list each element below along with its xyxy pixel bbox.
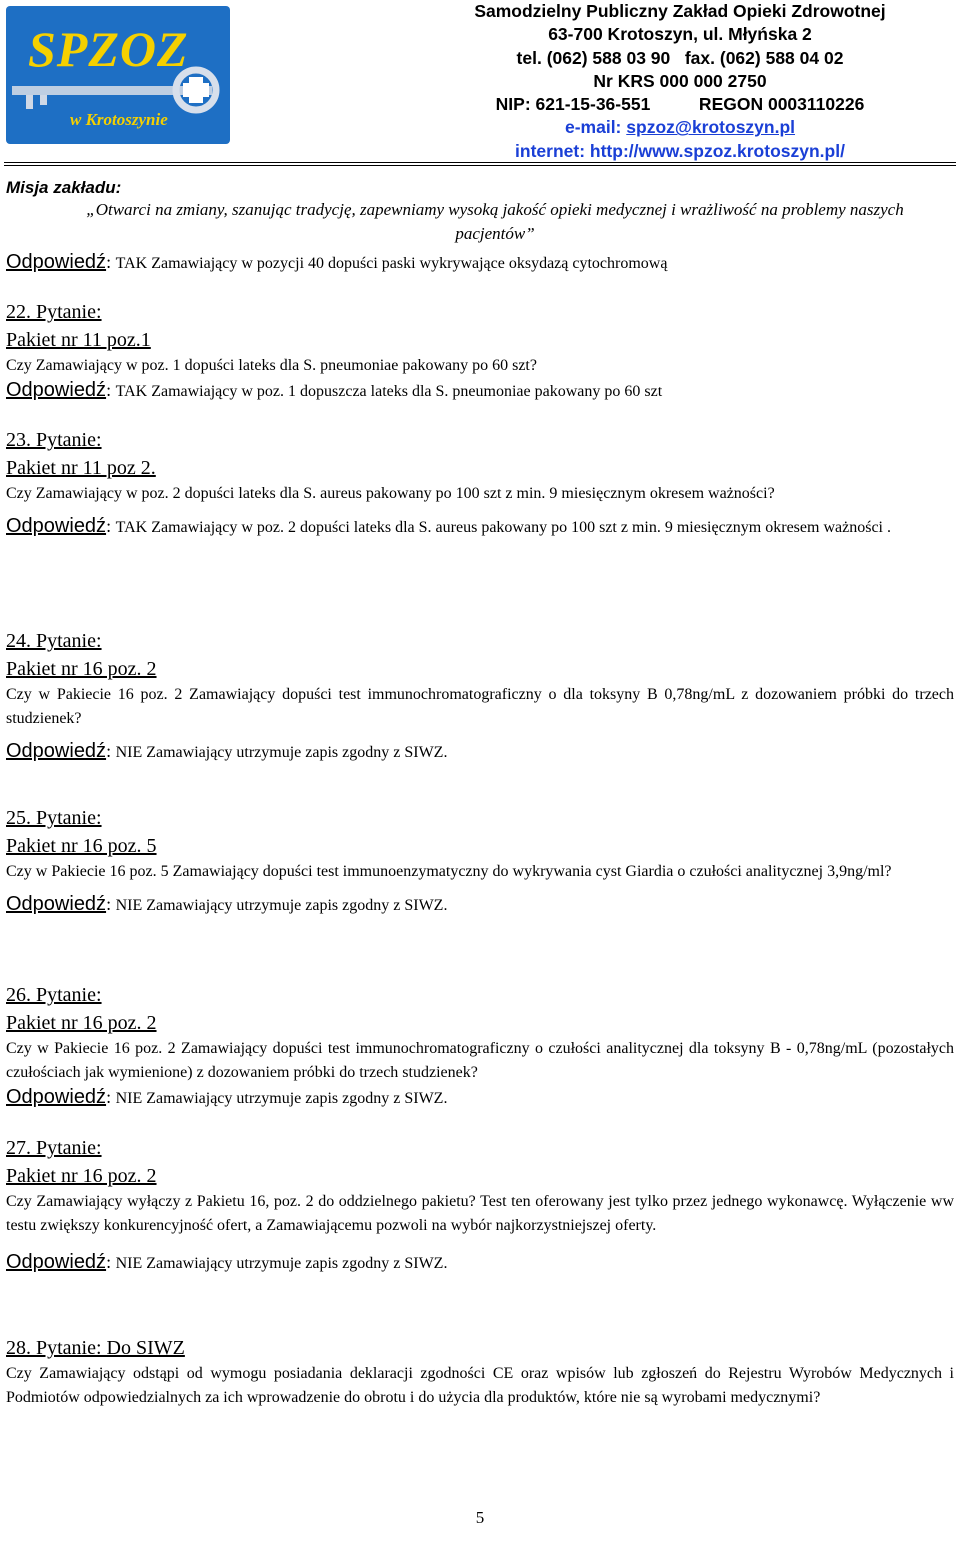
address-line: 63-700 Krotoszyn, ul. Młyńska 2 (548, 24, 812, 45)
answer-verdict: NIE (115, 1255, 143, 1272)
answer-label: Odpowiedź (6, 740, 107, 762)
question-title: 23. Pytanie: (6, 429, 102, 451)
pakiet-label: Pakiet nr 11 poz.1 (6, 329, 151, 351)
logo-title: SPZOZ (28, 21, 189, 77)
spzoz-logo (6, 6, 230, 144)
question-text: Czy Zamawiający odstąpi od wymogu posiadania deklaracji zgodności CE oraz wpisów lub zgłoszeń do Rejestru Wyrobów Medycznych i Podmiotów odpowiedzialnych za ich wprowadzenie do obrotu i do użycia dla produktów, które nie są wyrobami medycznymi? (6, 1365, 954, 1406)
krs-line: Nr KRS 000 000 2750 (593, 70, 767, 91)
answer-text: Zamawiający utrzymuje zapis zgodny z SIWZ. (142, 744, 448, 761)
answer-verdict: NIE (115, 1090, 143, 1107)
answer-verdict: TAK (115, 255, 148, 272)
answer-text: Zamawiający utrzymuje zapis zgodny z SIWZ. (142, 1255, 448, 1272)
internet-label: internet: (515, 140, 590, 161)
intro-answer: Odpowiedź: TAK Zamawiający w pozycji 40 dopuści paski wykrywające oksydazą cytochromową (6, 251, 668, 273)
pakiet-label: Pakiet nr 16 poz. 2 (6, 658, 157, 680)
email-label: e-mail: (564, 117, 627, 138)
question-title: 28. Pytanie: Do SIWZ (6, 1337, 185, 1359)
question-text: Czy Zamawiający w poz. 1 dopuści lateks dla S. pneumoniae pakowany po 60 szt? (6, 357, 537, 374)
mission-label: Misja zakładu: (6, 178, 122, 197)
question-text: Czy w Pakiecie 16 poz. 5 Zamawiający dopuści test immunoenzymatyczny do wykrywania cyst Giardia o czułości analitycznej 3,9ng/ml? (6, 863, 892, 880)
header-divider (4, 162, 956, 166)
pakiet-label: Pakiet nr 11 poz 2. (6, 457, 156, 479)
internet-link[interactable]: http://www.spzoz.krotoszyn.pl/ (589, 140, 845, 161)
internet-line (400, 140, 960, 163)
answer-label: Odpowiedź (6, 1251, 107, 1273)
question-title: 22. Pytanie: (6, 301, 102, 323)
question-28 (6, 1334, 954, 1410)
answer-label: Odpowiedź (6, 893, 107, 915)
phone-line: tel. (062) 588 03 90 fax. (062) 588 04 02 (516, 47, 844, 68)
question-text: Czy Zamawiający wyłączy z Pakietu 16, poz. 2 do oddzielnego pakietu? Test ten oferowany jest tylko przez jednego wykonawcę. Wyłączenie ww testu zwiększy konkurencyjność ofert, a Zamawiającemu pozwoli na wybór najkorzystniejszej oferty. (6, 1193, 954, 1234)
answer-label: Odpowiedź (6, 251, 107, 273)
answer-text: Zamawiający utrzymuje zapis zgodny z SIWZ. (142, 1090, 448, 1107)
answer-verdict: TAK (115, 519, 148, 536)
answer-label: Odpowiedź (6, 1086, 107, 1108)
email-link[interactable]: spzoz@krotoszyn.pl (626, 117, 796, 138)
page-number: 5 (475, 1508, 485, 1527)
question-title: 24. Pytanie: (6, 630, 102, 652)
question-23: 23. Pytanie: Pakiet nr 11 poz 2. Czy Zamawiający w poz. 2 dopuści lateks dla S. aureus pakowany po 100 szt z min. 9 miesięcznym okresem ważności? Odpowiedź: TAK Zamawiający w poz. 2 dopuści lateks dla S. aureus pakowany po 100 szt z min. 9 miesięcznym okresem ważności . (6, 426, 954, 540)
logo-subtitle: w Krotoszynie (70, 110, 168, 129)
question-27: 27. Pytanie: Pakiet nr 16 poz. 2 Czy Zamawiający wyłączy z Pakietu 16, poz. 2 do oddzielnego pakietu? Test ten oferowany jest tylko przez jednego wykonawcę. Wyłączenie ww testu zwiększy konkurencyjność ofert, a Zamawiającemu pozwoli na wybór najkorzystniejszej oferty. Odpowiedź: NIE Zamawiający utrzymuje zapis zgodny z SIWZ. (6, 1134, 954, 1276)
nip-regon-line: NIP: 621-15-36-551 REGON 0003110226 (495, 94, 865, 115)
email-line (400, 116, 960, 139)
institution-info (400, 0, 960, 163)
answer-label: Odpowiedź (6, 379, 107, 401)
pakiet-label: Pakiet nr 16 poz. 2 (6, 1165, 157, 1187)
question-24: 24. Pytanie: Pakiet nr 16 poz. 2 Czy w Pakiecie 16 poz. 2 Zamawiający dopuści test immunochromatograficzny o dla toksyny B 0,78ng/mL z dozowaniem próbki do trzech studzienek? Odpowiedź: NIE Zamawiający utrzymuje zapis zgodny z SIWZ. (6, 627, 954, 765)
question-title: 25. Pytanie: (6, 807, 102, 829)
question-title: 26. Pytanie: (6, 984, 102, 1006)
question-text: Czy w Pakiecie 16 poz. 2 Zamawiający dopuści test immunochromatograficzny o dla toksyny B 0,78ng/mL z dozowaniem próbki do trzech studzienek? (6, 686, 954, 727)
mission-text: „Otwarci na zmiany, szanując tradycję, zapewniamy wysoką jakość opieki medycznej i wrażliwość na problemy naszych pacjentów” (86, 200, 904, 243)
question-title: 27. Pytanie: (6, 1137, 102, 1159)
answer-verdict: NIE (115, 897, 143, 914)
answer-text: Zamawiający w pozycji 40 dopuści paski wykrywające oksydazą cytochromową (147, 255, 668, 272)
answer-verdict: NIE (115, 744, 143, 761)
question-text: Czy w Pakiecie 16 poz. 2 Zamawiający dopuści test immunochromatograficzny o czułości analitycznej dla toksyny B - 0,78ng/mL (pozostałych czułościach jak wymienione) z dozowaniem próbki do trzech studzienek? (6, 1040, 954, 1081)
question-22: 22. Pytanie: Pakiet nr 11 poz.1 Czy Zamawiający w poz. 1 dopuści lateks dla S. pneumoniae pakowany po 60 szt? Odpowiedź: TAK Zamawiający w poz. 1 dopuszcza lateks dla S. pneumoniae pakowany po 60 szt (6, 298, 954, 404)
answer-verdict: TAK (115, 383, 148, 400)
answer-text: Zamawiający utrzymuje zapis zgodny z SIWZ. (142, 897, 448, 914)
question-text: Czy Zamawiający w poz. 2 dopuści lateks dla S. aureus pakowany po 100 szt z min. 9 miesięcznym okresem ważności? (6, 485, 775, 502)
answer-label: Odpowiedź (6, 515, 107, 537)
answer-text: Zamawiający w poz. 2 dopuści lateks dla S. aureus pakowany po 100 szt z min. 9 miesięcznym okresem ważności . (147, 519, 891, 536)
letterhead (0, 0, 960, 160)
pakiet-label: Pakiet nr 16 poz. 5 (6, 835, 157, 857)
answer-text: Zamawiający w poz. 1 dopuszcza lateks dla S. pneumoniae pakowany po 60 szt (147, 383, 663, 400)
pakiet-label: Pakiet nr 16 poz. 2 (6, 1012, 157, 1034)
institution-name: Samodzielny Publiczny Zakład Opieki Zdrowotnej (474, 1, 886, 21)
question-25: 25. Pytanie: Pakiet nr 16 poz. 5 Czy w Pakiecie 16 poz. 5 Zamawiający dopuści test immunoenzymatyczny do wykrywania cyst Giardia o czułości analitycznej 3,9ng/ml? Odpowiedź: NIE Zamawiający utrzymuje zapis zgodny z SIWZ. (6, 804, 954, 918)
question-26: 26. Pytanie: Pakiet nr 16 poz. 2 Czy w Pakiecie 16 poz. 2 Zamawiający dopuści test immunochromatograficzny o czułości analitycznej dla toksyny B - 0,78ng/mL (pozostałych czułościach jak wymienione) z dozowaniem próbki do trzech studzienek? Odpowiedź: NIE Zamawiający utrzymuje zapis zgodny z SIWZ. (6, 981, 954, 1111)
